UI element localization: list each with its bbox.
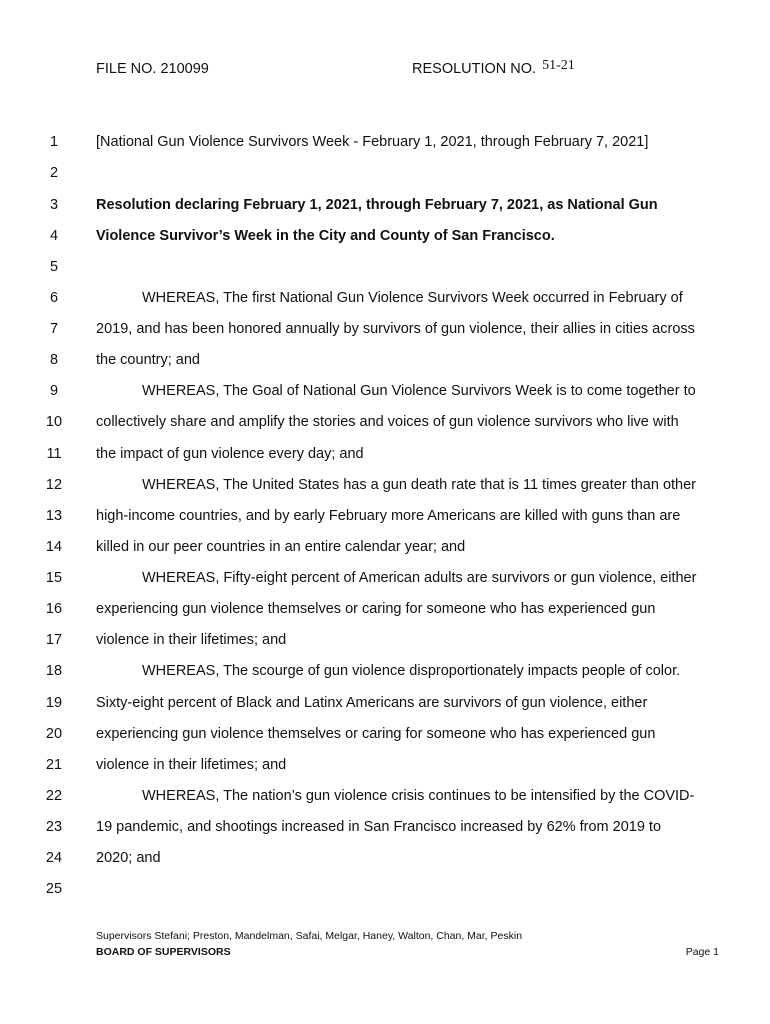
resolution-title-line: Violence Survivor’s Week in the City and County of San Francisco.	[96, 228, 555, 244]
body-line: killed in our peer countries in an entire calendar year; and	[96, 539, 466, 555]
line-number: 16	[45, 601, 63, 617]
line-number: 6	[49, 290, 59, 306]
resolution-short-title: [National Gun Violence Survivors Week - February 1, 2021, through February 7, 2021]	[96, 134, 649, 150]
body-line: high-income countries, and by early February more Americans are killed with guns than are	[96, 508, 681, 524]
page-number: Page 1	[685, 946, 719, 958]
board-of-supervisors-label: BOARD OF SUPERVISORS	[96, 946, 231, 958]
body-line: experiencing gun violence themselves or caring for someone who has experienced gun	[96, 726, 656, 742]
line-number: 5	[49, 259, 59, 275]
line-number: 14	[45, 539, 63, 555]
line-number: 21	[45, 757, 63, 773]
body-line: 2019, and has been honored annually by survivors of gun violence, their allies in cities across	[96, 321, 695, 337]
whereas-clause-line: WHEREAS, The nation’s gun violence crisis continues to be intensified by the COVID-	[142, 788, 695, 804]
line-number: 24	[45, 850, 63, 866]
line-number: 11	[46, 446, 62, 462]
body-line: 2020; and	[96, 850, 161, 866]
body-line: the impact of gun violence every day; and	[96, 446, 364, 462]
line-number: 7	[49, 321, 59, 337]
line-number: 15	[45, 570, 63, 586]
line-number: 12	[45, 477, 63, 493]
whereas-clause-line: WHEREAS, Fifty-eight percent of American adults are survivors or gun violence, either	[142, 570, 697, 586]
whereas-clause-line: WHEREAS, The Goal of National Gun Violence Survivors Week is to come together to	[142, 383, 696, 399]
body-line: the country; and	[96, 352, 200, 368]
line-number: 22	[45, 788, 63, 804]
resolution-number: 51-21	[542, 58, 575, 73]
resolution-title-line: Resolution declaring February 1, 2021, through February 7, 2021, as National Gun	[96, 197, 658, 213]
line-number: 20	[45, 726, 63, 742]
file-number: FILE NO. 210099	[96, 61, 209, 77]
line-number: 19	[45, 695, 63, 711]
whereas-clause-line: WHEREAS, The first National Gun Violence Survivors Week occurred in February of	[142, 290, 683, 306]
line-number: 25	[45, 881, 63, 897]
line-number: 4	[49, 228, 59, 244]
whereas-clause-line: WHEREAS, The scourge of gun violence disproportionately impacts people of color.	[142, 663, 681, 679]
body-line: experiencing gun violence themselves or caring for someone who has experienced gun	[96, 601, 656, 617]
line-number: 2	[49, 165, 59, 181]
line-number: 9	[49, 383, 59, 399]
body-line: Sixty-eight percent of Black and Latinx Americans are survivors of gun violence, either	[96, 695, 648, 711]
body-line: violence in their lifetimes; and	[96, 632, 287, 648]
resolution-label: RESOLUTION NO.	[412, 61, 537, 77]
resolution-number-header	[412, 58, 575, 78]
line-number: 13	[45, 508, 63, 524]
body-line: collectively share and amplify the stories and voices of gun violence survivors who live with	[96, 414, 679, 430]
whereas-clause-line: WHEREAS, The United States has a gun death rate that is 11 times greater than other	[142, 477, 696, 493]
line-number: 8	[49, 352, 59, 368]
body-line: 19 pandemic, and shootings increased in San Francisco increased by 62% from 2019 to	[96, 819, 662, 835]
line-number: 18	[45, 663, 63, 679]
line-number: 10	[45, 414, 63, 430]
line-number: 17	[45, 632, 63, 648]
line-number: 23	[45, 819, 63, 835]
line-number: 1	[49, 134, 59, 150]
body-line: violence in their lifetimes; and	[96, 757, 287, 773]
sponsors-list: Supervisors Stefani; Preston, Mandelman, Safai, Melgar, Haney, Walton, Chan, Mar, Peskin	[96, 930, 523, 942]
line-number: 3	[49, 197, 59, 213]
